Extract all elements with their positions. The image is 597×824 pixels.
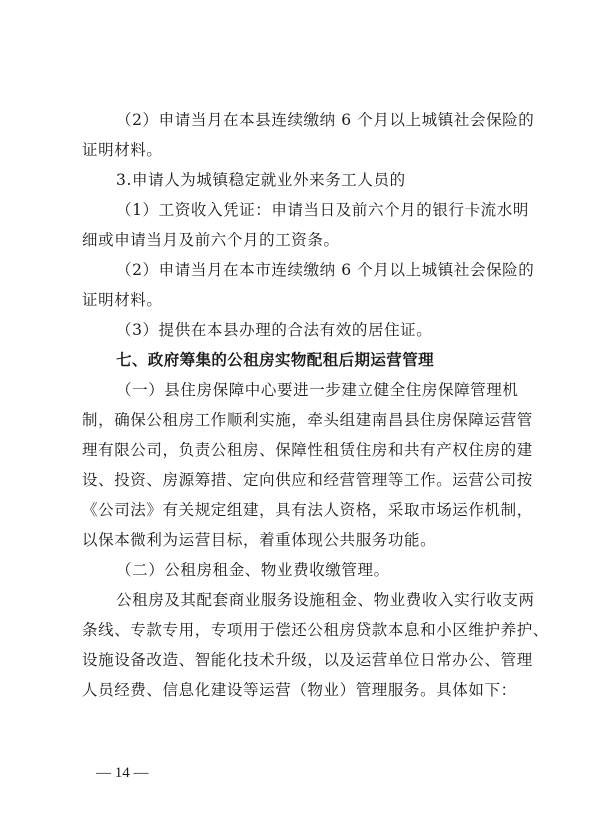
paragraph-line: 细或申请当月及前六个月的工资条。 [82, 231, 340, 249]
paragraph-line: （1）工资收入凭证：申请当日及前六个月的银行卡流水明 [116, 201, 529, 219]
paragraph-line: （3）提供在本县办理的合法有效的居住证。 [116, 321, 433, 339]
paragraph-line: 证明材料。 [82, 291, 163, 309]
paragraph-line: （2）申请当月在本市连续缴纳 6 个月以上城镇社会保险的 [116, 261, 535, 279]
section-heading: 七、政府筹集的公租房实物配租后期运营管理 [116, 351, 435, 369]
paragraph-line: 公租房及其配套商业服务设施租金、物业费收入实行收支两 [116, 591, 535, 609]
paragraph-line: （2）申请当月在本县连续缴纳 6 个月以上城镇社会保险的 [116, 111, 535, 129]
paragraph-line: 条线、专款专用，专项用于偿还公租房贷款本息和小区维护养护、 [82, 621, 549, 639]
paragraph-line: （一）县住房保障中心要进一步建立健全住房保障管理机 [116, 381, 519, 399]
paragraph-line: 制，确保公租房工作顺利实施，牵头组建南昌县住房保障运营管 [82, 411, 533, 429]
paragraph-line: 人员经费、信息化建设等运营（物业）管理服务。具体如下： [82, 681, 517, 699]
paragraph-line: 设施设备改造、智能化技术升级，以及运营单位日常办公、管理 [82, 651, 533, 669]
paragraph-line: 设、投资、房源筹措、定向供应和经营管理等工作。运营公司按 [82, 471, 533, 489]
paragraph-line: （二）公租房租金、物业费收缴管理。 [116, 561, 390, 579]
paragraph-line: 《公司法》有关规定组建，具有法人资格，采取市场运作机制， [82, 501, 533, 519]
paragraph-line: 理有限公司，负责公租房、保障性租赁住房和共有产权住房的建 [82, 441, 533, 459]
page-number: — 14 — [96, 765, 149, 781]
paragraph-line: 3.申请人为城镇稳定就业外来务工人员的 [116, 171, 406, 189]
paragraph-line: 以保本微利为运营目标，着重体现公共服务功能。 [82, 531, 437, 549]
paragraph-line: 证明材料。 [82, 141, 163, 159]
